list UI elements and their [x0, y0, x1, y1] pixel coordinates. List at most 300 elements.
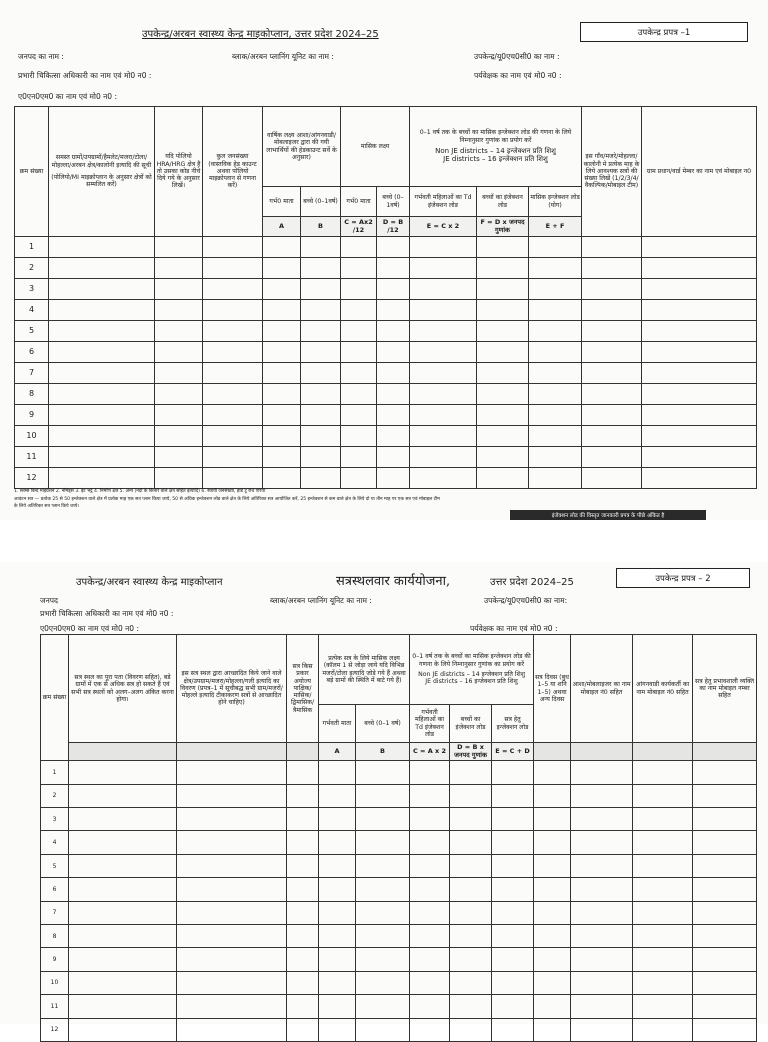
table-cell[interactable] [69, 901, 177, 924]
table-cell[interactable] [410, 808, 450, 831]
table-cell[interactable] [582, 384, 642, 405]
table-cell[interactable] [377, 426, 410, 447]
table-cell[interactable] [492, 761, 534, 784]
table-cell[interactable] [155, 384, 203, 405]
table-cell[interactable] [529, 342, 582, 363]
table-cell[interactable] [534, 1018, 571, 1041]
table-cell[interactable] [529, 384, 582, 405]
table-cell[interactable] [287, 901, 319, 924]
table-cell[interactable] [571, 971, 633, 994]
table-cell[interactable] [642, 321, 757, 342]
table-cell[interactable] [642, 468, 757, 489]
table-cell[interactable] [319, 901, 356, 924]
table-cell[interactable] [693, 995, 757, 1018]
table-cell[interactable] [263, 258, 301, 279]
table-cell[interactable] [450, 761, 492, 784]
table-cell[interactable] [177, 925, 287, 948]
table-cell[interactable] [319, 808, 356, 831]
table-cell[interactable] [341, 405, 377, 426]
table-cell[interactable] [582, 300, 642, 321]
table-cell[interactable] [263, 279, 301, 300]
table-cell[interactable] [582, 363, 642, 384]
table-cell[interactable] [582, 321, 642, 342]
table-cell[interactable] [450, 831, 492, 854]
table-cell[interactable] [477, 447, 529, 468]
table-cell[interactable] [177, 808, 287, 831]
table-cell[interactable] [49, 300, 155, 321]
table-cell[interactable] [319, 971, 356, 994]
table-cell[interactable] [155, 300, 203, 321]
table-cell[interactable] [477, 321, 529, 342]
table-cell[interactable] [263, 384, 301, 405]
table-cell[interactable] [410, 237, 477, 258]
table-cell[interactable] [377, 258, 410, 279]
table-cell[interactable] [492, 854, 534, 877]
table-cell[interactable] [203, 447, 263, 468]
table-cell[interactable] [301, 426, 341, 447]
table-row [15, 300, 757, 321]
table-cell[interactable] [69, 784, 177, 807]
table-cell[interactable] [642, 447, 757, 468]
table-cell[interactable] [49, 426, 155, 447]
table-cell[interactable] [287, 784, 319, 807]
table-cell[interactable] [203, 300, 263, 321]
table-cell[interactable] [319, 761, 356, 784]
table-cell[interactable] [450, 971, 492, 994]
table-cell[interactable] [410, 901, 450, 924]
table-cell[interactable] [693, 761, 757, 784]
table-cell[interactable] [410, 342, 477, 363]
table-cell[interactable] [301, 342, 341, 363]
table-cell[interactable] [410, 384, 477, 405]
table-cell[interactable] [633, 995, 693, 1018]
table-cell[interactable] [287, 761, 319, 784]
table-cell[interactable] [492, 901, 534, 924]
table-cell[interactable] [410, 258, 477, 279]
table-cell[interactable] [203, 342, 263, 363]
table-cell[interactable] [319, 831, 356, 854]
table-cell[interactable] [177, 948, 287, 971]
table-cell[interactable] [571, 878, 633, 901]
table-cell[interactable] [69, 925, 177, 948]
table-cell[interactable] [410, 321, 477, 342]
table-cell[interactable] [477, 300, 529, 321]
table-cell[interactable] [571, 784, 633, 807]
table-cell[interactable] [477, 363, 529, 384]
table-cell[interactable] [633, 901, 693, 924]
col-injection [410, 107, 582, 187]
table-cell[interactable] [49, 321, 155, 342]
table-cell[interactable] [571, 901, 633, 924]
table-cell[interactable] [263, 426, 301, 447]
table-cell[interactable] [301, 300, 341, 321]
table-cell[interactable] [693, 808, 757, 831]
table-cell[interactable] [69, 808, 177, 831]
table-cell[interactable] [69, 995, 177, 1018]
table-cell[interactable] [534, 925, 571, 948]
table-cell[interactable] [263, 237, 301, 258]
table-cell[interactable] [377, 363, 410, 384]
table-cell[interactable] [642, 237, 757, 258]
table-cell[interactable] [263, 447, 301, 468]
table-cell[interactable] [287, 995, 319, 1018]
table-cell[interactable] [263, 468, 301, 489]
table-cell[interactable] [49, 405, 155, 426]
table-cell[interactable] [477, 237, 529, 258]
table-cell[interactable] [377, 300, 410, 321]
table-cell[interactable] [155, 342, 203, 363]
table-cell[interactable] [203, 468, 263, 489]
table-cell[interactable] [410, 405, 477, 426]
table-cell[interactable] [534, 948, 571, 971]
table-cell[interactable] [203, 405, 263, 426]
table-cell[interactable] [582, 426, 642, 447]
table-cell[interactable] [410, 995, 450, 1018]
table-cell[interactable] [301, 363, 341, 384]
table-cell[interactable] [177, 831, 287, 854]
table-cell[interactable] [529, 279, 582, 300]
table-cell[interactable] [341, 426, 377, 447]
table-cell[interactable] [203, 426, 263, 447]
table-cell[interactable] [582, 405, 642, 426]
table-cell[interactable] [356, 878, 410, 901]
table-cell[interactable] [341, 342, 377, 363]
table-cell[interactable] [633, 1018, 693, 1041]
table-cell[interactable] [203, 237, 263, 258]
table-cell[interactable] [301, 468, 341, 489]
table-cell[interactable] [341, 468, 377, 489]
table-cell[interactable] [356, 784, 410, 807]
table-cell[interactable] [341, 258, 377, 279]
table-cell[interactable] [571, 1018, 633, 1041]
table-cell[interactable] [529, 405, 582, 426]
table-cell[interactable] [571, 995, 633, 1018]
form-2-subtitle: उपकेन्द्र/अरबन स्वास्थ्य केन्द्र माइकोप्लान [76, 577, 223, 588]
table-cell[interactable] [319, 925, 356, 948]
table-cell[interactable] [633, 808, 693, 831]
table-cell[interactable] [49, 258, 155, 279]
table-cell[interactable] [49, 279, 155, 300]
table-cell[interactable] [49, 447, 155, 468]
table-cell[interactable] [49, 384, 155, 405]
table-cell[interactable] [477, 279, 529, 300]
table-cell[interactable] [571, 831, 633, 854]
table-cell[interactable] [529, 363, 582, 384]
table-cell[interactable] [203, 279, 263, 300]
table-cell[interactable] [356, 808, 410, 831]
table-cell[interactable] [642, 279, 757, 300]
table-cell[interactable] [450, 784, 492, 807]
table-cell[interactable] [633, 854, 693, 877]
table-cell[interactable] [301, 279, 341, 300]
table-cell[interactable] [410, 878, 450, 901]
table-cell[interactable] [177, 784, 287, 807]
table-cell[interactable] [529, 447, 582, 468]
table-cell[interactable] [356, 948, 410, 971]
row-number: 9 [15, 405, 49, 426]
table-cell[interactable] [492, 878, 534, 901]
table-cell[interactable] [477, 405, 529, 426]
table-cell[interactable] [155, 468, 203, 489]
table-cell[interactable] [529, 426, 582, 447]
table-cell[interactable] [529, 237, 582, 258]
table-cell[interactable] [693, 784, 757, 807]
table-cell[interactable] [642, 426, 757, 447]
table-cell[interactable] [450, 878, 492, 901]
table-cell[interactable] [341, 363, 377, 384]
table-cell[interactable] [450, 901, 492, 924]
table-cell[interactable] [287, 948, 319, 971]
table-cell[interactable] [642, 342, 757, 363]
table-cell[interactable] [319, 1018, 356, 1041]
table-cell[interactable] [287, 854, 319, 877]
table-cell[interactable] [534, 808, 571, 831]
table-cell[interactable] [492, 831, 534, 854]
table-cell[interactable] [263, 342, 301, 363]
table-cell[interactable] [341, 279, 377, 300]
table-cell[interactable] [301, 237, 341, 258]
table-cell[interactable] [410, 831, 450, 854]
table-cell[interactable] [341, 321, 377, 342]
table-cell[interactable] [319, 854, 356, 877]
table-cell[interactable] [534, 878, 571, 901]
table-cell[interactable] [301, 258, 341, 279]
table-cell[interactable] [319, 995, 356, 1018]
table-cell[interactable] [571, 854, 633, 877]
table-cell[interactable] [534, 901, 571, 924]
table-cell[interactable] [287, 1018, 319, 1041]
table-cell[interactable] [693, 878, 757, 901]
table-cell[interactable] [410, 971, 450, 994]
table-cell[interactable] [155, 321, 203, 342]
table-cell[interactable] [571, 925, 633, 948]
table-cell[interactable] [571, 808, 633, 831]
table-cell[interactable] [356, 761, 410, 784]
table-cell[interactable] [477, 342, 529, 363]
table-cell[interactable] [410, 279, 477, 300]
table-row [41, 878, 757, 901]
table-cell[interactable] [477, 384, 529, 405]
table-cell[interactable] [450, 1018, 492, 1041]
table-cell[interactable] [177, 901, 287, 924]
table-cell[interactable] [69, 761, 177, 784]
table-cell[interactable] [377, 279, 410, 300]
table-cell[interactable] [341, 447, 377, 468]
table-cell[interactable] [287, 971, 319, 994]
table-cell[interactable] [633, 948, 693, 971]
table-cell[interactable] [69, 948, 177, 971]
table-cell[interactable] [377, 447, 410, 468]
table-cell[interactable] [410, 1018, 450, 1041]
table-cell[interactable] [534, 831, 571, 854]
table-cell[interactable] [356, 854, 410, 877]
table-cell[interactable] [49, 363, 155, 384]
table-cell[interactable] [356, 995, 410, 1018]
col2-injection-main: 0–1 वर्ष तक के बच्चों का मासिक इन्जेक्शन लोड की गणना के लिये निम्नानुसार गुणांक का प्रयोग करें [412, 653, 531, 668]
table-cell[interactable] [341, 384, 377, 405]
table-cell[interactable] [155, 405, 203, 426]
table-cell[interactable] [582, 237, 642, 258]
table-cell[interactable] [341, 237, 377, 258]
table-cell[interactable] [642, 405, 757, 426]
table-cell[interactable] [155, 237, 203, 258]
table-cell[interactable] [450, 808, 492, 831]
table-cell[interactable] [155, 363, 203, 384]
table-cell[interactable] [377, 405, 410, 426]
table-cell[interactable] [693, 948, 757, 971]
table-cell[interactable] [69, 1018, 177, 1041]
table-cell[interactable] [49, 237, 155, 258]
table-cell[interactable] [69, 971, 177, 994]
table-cell[interactable] [529, 300, 582, 321]
table-cell[interactable] [450, 854, 492, 877]
row-number: 11 [15, 447, 49, 468]
table-cell[interactable] [177, 971, 287, 994]
table-cell[interactable] [582, 468, 642, 489]
table-cell[interactable] [642, 384, 757, 405]
table-cell[interactable] [155, 447, 203, 468]
table-cell[interactable] [301, 447, 341, 468]
table-cell[interactable] [377, 468, 410, 489]
table-cell[interactable] [356, 1018, 410, 1041]
table-cell[interactable] [203, 258, 263, 279]
table-cell[interactable] [287, 831, 319, 854]
table-cell[interactable] [155, 279, 203, 300]
table-cell[interactable] [492, 948, 534, 971]
table-cell[interactable] [534, 971, 571, 994]
table-cell[interactable] [49, 468, 155, 489]
table-cell[interactable] [263, 300, 301, 321]
table-cell[interactable] [529, 468, 582, 489]
table-cell[interactable] [410, 447, 477, 468]
table-cell[interactable] [410, 925, 450, 948]
table-cell[interactable] [410, 468, 477, 489]
table-cell[interactable] [319, 784, 356, 807]
table-cell[interactable] [287, 878, 319, 901]
table-cell[interactable] [633, 878, 693, 901]
row-number: 4 [41, 831, 69, 854]
table-row [15, 363, 757, 384]
table-cell[interactable] [341, 300, 377, 321]
table-cell[interactable] [356, 971, 410, 994]
table-cell[interactable] [492, 995, 534, 1018]
table-cell[interactable] [177, 1018, 287, 1041]
table-cell[interactable] [177, 995, 287, 1018]
table-cell[interactable] [377, 237, 410, 258]
table-cell[interactable] [642, 363, 757, 384]
field-2-moic: प्रभारी चिकित्सा अधिकारी का नाम एवं मो0 न0 : [40, 609, 174, 618]
table-cell[interactable] [356, 831, 410, 854]
table-cell[interactable] [377, 384, 410, 405]
table-cell[interactable] [377, 342, 410, 363]
table-cell[interactable] [534, 854, 571, 877]
table-cell[interactable] [529, 258, 582, 279]
table-cell[interactable] [263, 321, 301, 342]
table-cell[interactable] [582, 447, 642, 468]
table-cell[interactable] [633, 784, 693, 807]
table-cell[interactable] [582, 342, 642, 363]
table-cell[interactable] [492, 808, 534, 831]
table-cell[interactable] [534, 784, 571, 807]
table-cell[interactable] [693, 831, 757, 854]
table-cell[interactable] [356, 925, 410, 948]
table-cell[interactable] [693, 971, 757, 994]
table-cell[interactable] [203, 363, 263, 384]
table-cell[interactable] [450, 948, 492, 971]
table-cell[interactable] [203, 321, 263, 342]
table-cell[interactable] [492, 1018, 534, 1041]
table-cell[interactable] [633, 831, 693, 854]
table-cell[interactable] [693, 854, 757, 877]
table-cell[interactable] [410, 854, 450, 877]
table-row [15, 426, 757, 447]
table-cell[interactable] [534, 761, 571, 784]
table-cell[interactable] [492, 784, 534, 807]
table-cell[interactable] [177, 761, 287, 784]
table-cell[interactable] [693, 925, 757, 948]
table-cell[interactable] [287, 925, 319, 948]
table-cell[interactable] [177, 854, 287, 877]
table-cell[interactable] [155, 258, 203, 279]
table-cell[interactable] [155, 426, 203, 447]
table-cell[interactable] [642, 300, 757, 321]
table-cell[interactable] [477, 426, 529, 447]
code2-a: A [319, 743, 356, 761]
table-cell[interactable] [410, 300, 477, 321]
table-cell[interactable] [69, 831, 177, 854]
table-cell[interactable] [571, 761, 633, 784]
table-cell[interactable] [356, 901, 410, 924]
table-cell[interactable] [410, 761, 450, 784]
table-cell[interactable] [301, 321, 341, 342]
table-cell[interactable] [287, 808, 319, 831]
table-cell[interactable] [203, 384, 263, 405]
table-cell[interactable] [410, 784, 450, 807]
table-cell[interactable] [492, 971, 534, 994]
table-cell[interactable] [49, 342, 155, 363]
table-cell[interactable] [301, 384, 341, 405]
table-cell[interactable] [633, 925, 693, 948]
table-cell[interactable] [571, 948, 633, 971]
table-cell[interactable] [319, 878, 356, 901]
table-cell[interactable] [263, 405, 301, 426]
table-cell[interactable] [633, 761, 693, 784]
table-cell[interactable] [693, 901, 757, 924]
table-cell[interactable] [319, 948, 356, 971]
table-cell[interactable] [642, 258, 757, 279]
table-cell[interactable] [534, 995, 571, 1018]
table-cell[interactable] [582, 258, 642, 279]
table-cell[interactable] [301, 405, 341, 426]
table-cell[interactable] [177, 878, 287, 901]
table-cell[interactable] [69, 878, 177, 901]
table-cell[interactable] [263, 363, 301, 384]
table-cell[interactable] [69, 854, 177, 877]
table-cell[interactable] [529, 321, 582, 342]
table-cell[interactable] [693, 1018, 757, 1041]
table-cell[interactable] [582, 279, 642, 300]
table-cell[interactable] [477, 468, 529, 489]
table-cell[interactable] [410, 948, 450, 971]
table-cell[interactable] [377, 321, 410, 342]
table-cell[interactable] [477, 258, 529, 279]
table-cell[interactable] [492, 925, 534, 948]
table-cell[interactable] [450, 995, 492, 1018]
table-cell[interactable] [450, 925, 492, 948]
table-cell[interactable] [410, 363, 477, 384]
table-cell[interactable] [633, 971, 693, 994]
table-cell[interactable] [410, 426, 477, 447]
